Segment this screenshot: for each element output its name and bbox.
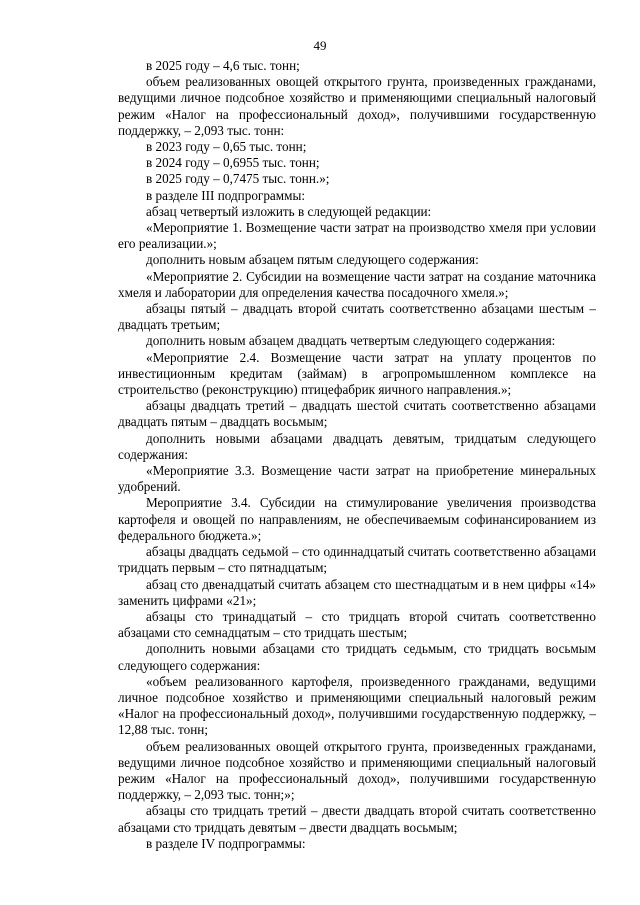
paragraph: дополнить новыми абзацами сто тридцать седьмым, сто тридцать восьмым следующего содержания: <box>118 641 596 673</box>
paragraph: объем реализованных овощей открытого грунта, произведенных гражданами, ведущими личное подсобное хозяйство и применяющими специальный налоговый режим «Налог на профессиональный доход», получившими государственную поддержку, – 2,093 тыс. тонн;»; <box>118 738 596 803</box>
paragraph: абзац сто двенадцатый считать абзацем сто шестнадцатым и в нем цифры «14» заменить цифрами «21»; <box>118 576 596 608</box>
paragraph: Мероприятие 3.4. Субсидии на стимулирование увеличения производства картофеля и овощей по направлениям, не обеспечиваемым софинансированием из федерального бюджета.»; <box>118 495 596 543</box>
paragraph: абзацы пятый – двадцать второй считать соответственно абзацами шестым – двадцать третьим; <box>118 301 596 333</box>
paragraph: абзацы сто тридцать третий – двести двадцать второй считать соответственно абзацами сто тридцать девятым – двести двадцать восьмым; <box>118 803 596 835</box>
paragraph: абзац четвертый изложить в следующей редакции: <box>146 203 432 219</box>
paragraph: «объем реализованного картофеля, произведенного гражданами, ведущими личное подсобное хозяйство и применяющими специальный налоговый режим «Налог на профессиональный доход», получившими государственную поддержку, – 12,88 тыс. тонн; <box>118 673 596 738</box>
paragraph: в разделе IV подпрограммы: <box>146 835 306 851</box>
paragraph: дополнить новыми абзацами двадцать девятым, тридцатым следующего содержания: <box>118 430 596 462</box>
paragraph: абзацы двадцать седьмой – сто одиннадцатый считать соответственно абзацами тридцать первым – сто пятнадцатым; <box>118 544 596 576</box>
page-number: 49 <box>313 38 327 53</box>
paragraph: в 2025 году – 0,7475 тыс. тонн.»; <box>146 171 330 187</box>
paragraph: «Мероприятие 3.3. Возмещение части затрат на приобретение минеральных удобрений. <box>118 463 596 495</box>
paragraph: «Мероприятие 1. Возмещение части затрат на производство хмеля при условии его реализации.»; <box>118 220 596 252</box>
paragraph: «Мероприятие 2.4. Возмещение части затрат на уплату процентов по инвестиционным кредитам (займам) в агропромышленном комплексе на строительство (реконструкцию) птицефабрик яичного направления.»; <box>118 349 596 398</box>
paragraph: в 2025 году – 4,6 тыс. тонн; <box>146 58 300 73</box>
paragraph: абзацы сто тринадцатый – сто тридцать второй считать соответственно абзацами сто семнадцатым – сто тридцать шестым; <box>118 608 596 641</box>
paragraph: дополнить новым абзацем пятым следующего содержания: <box>146 252 479 268</box>
paragraph: абзацы двадцать третий – двадцать шестой считать соответственно абзацами двадцать пятым – двадцать восьмым; <box>118 398 596 430</box>
document-body <box>118 58 596 852</box>
paragraph: в 2024 году – 0,6955 тыс. тонн; <box>146 155 320 171</box>
paragraph: объем реализованных овощей открытого грунта, произведенных гражданами, ведущими личное подсобное хозяйство и применяющими специальный налоговый режим «Налог на профессиональный доход», получившими государственную поддержку, – 2,093 тыс. тонн: <box>118 74 596 138</box>
paragraph: в разделе III подпрограммы: <box>146 187 306 203</box>
paragraph: «Мероприятие 2. Субсидии на возмещение части затрат на создание маточника хмеля и лаборатории для определения качества посадочного хмеля.»; <box>118 268 596 300</box>
paragraph: в 2023 году – 0,65 тыс. тонн; <box>146 139 307 155</box>
paragraph: дополнить новым абзацем двадцать четвертым следующего содержания: <box>146 333 556 349</box>
